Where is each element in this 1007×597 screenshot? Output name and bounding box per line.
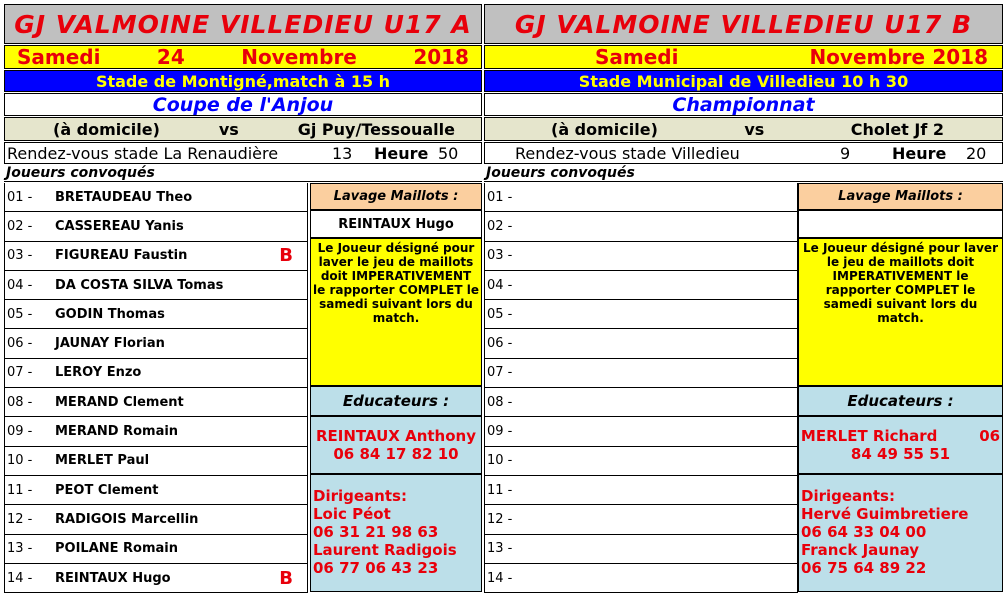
player-row [4, 271, 308, 300]
directors-line: Dirigeants: [313, 487, 407, 505]
vs-label: vs [744, 119, 765, 139]
player-name: LEROY Enzo [55, 365, 142, 381]
date-year: 2018 [413, 45, 469, 69]
educator-phone: 06 84 17 82 10 [333, 445, 459, 463]
player-name: REINTAUX Hugo [55, 570, 171, 586]
lavage-instructions: Le Joueur désigné pour laver le jeu de maillots doit IMPERATIVEMENT le rapporter COMPLET le samedi suivant lors du match. [798, 238, 1003, 386]
directors-contact [310, 474, 482, 592]
player-number: 10 - [7, 453, 33, 469]
directors-line: 06 31 21 98 63 [313, 523, 439, 541]
player-number: 10 - [487, 453, 513, 469]
player-number: 07 - [487, 365, 513, 381]
player-name: MERAND Romain [55, 424, 179, 440]
stadium-info: Stade Municipal de Villedieu 10 h 30 [484, 70, 1003, 92]
player-name: DA COSTA SILVA Tomas [55, 277, 224, 293]
player-row [484, 271, 798, 300]
player-number: 04 - [7, 277, 33, 293]
date-day: Samedi [17, 45, 101, 69]
educators-contact [310, 416, 482, 474]
rendezvous-heure-label: Heure [374, 143, 429, 163]
player-name: BRETAUDEAU Theo [55, 189, 193, 205]
player-number: 06 - [487, 336, 513, 352]
educators-title: Educateurs : [798, 386, 1003, 416]
team-sheet-a [4, 0, 482, 592]
date-month: Novembre [809, 45, 926, 69]
directors-line: Laurent Radigois [313, 541, 457, 559]
home-label: (à domicile) [53, 119, 160, 139]
home-label: (à domicile) [551, 119, 658, 139]
player-name: PEOT Clement [55, 482, 159, 498]
lavage-title: Lavage Maillots : [798, 183, 1003, 210]
educator-name: REINTAUX Anthony [315, 427, 476, 445]
match-opponent-row [484, 117, 1003, 141]
player-name: GODIN Thomas [55, 306, 165, 322]
player-name: CASSEREAU Yanis [55, 218, 184, 234]
directors-line: Franck Jaunay [801, 541, 920, 559]
player-row [4, 212, 308, 241]
competition-name: Championnat [484, 93, 1003, 116]
date-num: 24 [156, 45, 185, 69]
player-row [484, 476, 798, 505]
directors-line: Loic Péot [313, 505, 391, 523]
directors-line: 06 75 64 89 22 [801, 559, 927, 577]
player-row [4, 359, 308, 388]
player-b-mark: B [279, 567, 293, 589]
player-number: 13 - [487, 541, 513, 557]
player-name: JAUNAY Florian [55, 336, 165, 352]
player-name: RADIGOIS Marcellin [55, 511, 199, 527]
player-name: POILANE Romain [55, 541, 179, 557]
rendezvous-place: Rendez-vous stade La Renaudière [7, 143, 279, 163]
player-row [4, 535, 308, 564]
player-row [4, 242, 308, 271]
player-number: 03 - [487, 248, 513, 264]
educator-name: MERLET Richard 06 [800, 427, 1001, 445]
player-number: 14 - [7, 570, 33, 586]
players-header: Joueurs convoqués [4, 165, 482, 182]
rendezvous-row [4, 142, 482, 164]
educators-contact [798, 416, 1003, 474]
player-name: FIGUREAU Faustin [55, 248, 188, 264]
player-number: 01 - [487, 189, 513, 205]
player-number: 09 - [487, 424, 513, 440]
rendezvous-minutes: 50 [438, 143, 459, 163]
match-date [4, 45, 482, 69]
educators-title: Educateurs : [310, 386, 482, 416]
players-list [4, 183, 308, 593]
players-list [484, 183, 798, 593]
sheet-title: GJ VALMOINE VILLEDIEU U17 B [484, 4, 1003, 44]
player-number: 05 - [7, 306, 33, 322]
directors-line: 06 64 33 04 00 [801, 523, 927, 541]
match-date [484, 45, 1003, 69]
directors-line: Hervé Guimbretiere [801, 505, 969, 523]
rendezvous-place: Rendez-vous stade Villedieu [515, 143, 740, 163]
vs-label: vs [218, 119, 239, 139]
match-opponent-row [4, 117, 482, 141]
player-row [484, 535, 798, 564]
lavage-title: Lavage Maillots : [310, 183, 482, 210]
opponent-name: Cholet Jf 2 [850, 119, 944, 139]
player-row [484, 388, 798, 417]
rendezvous-hour: 13 [332, 143, 353, 163]
player-number: 08 - [487, 394, 513, 410]
player-row [484, 242, 798, 271]
rendezvous-row [484, 142, 1003, 164]
player-number: 02 - [7, 218, 33, 234]
opponent-name: Gj Puy/Tessoualle [297, 119, 455, 139]
date-year: 2018 [932, 45, 988, 69]
player-name: MERLET Paul [55, 453, 150, 469]
rendezvous-minutes: 20 [966, 143, 987, 163]
date-day: Samedi [595, 45, 679, 69]
player-b-mark: B [279, 245, 293, 267]
stadium-info: Stade de Montigné,match à 15 h [4, 70, 482, 92]
player-number: 12 - [487, 511, 513, 527]
player-name: MERAND Clement [55, 394, 184, 410]
player-row [4, 183, 308, 212]
lavage-player: REINTAUX Hugo [310, 210, 482, 238]
lavage-instructions: Le Joueur désigné pour laver le jeu de maillots doit IMPERATIVEMENT le rapporter COMPLET le samedi suivant lors du match. [310, 238, 482, 386]
team-sheet-b [484, 0, 1003, 592]
rendezvous-hour: 9 [840, 143, 851, 163]
player-row [4, 388, 308, 417]
player-row [484, 300, 798, 329]
player-number: 11 - [487, 482, 513, 498]
player-row [4, 447, 308, 476]
directors-line: 06 77 06 43 23 [313, 559, 439, 577]
directors-line: Dirigeants: [801, 487, 895, 505]
rendezvous-heure-label: Heure [892, 143, 947, 163]
competition-name: Coupe de l'Anjou [4, 93, 482, 116]
player-row [484, 417, 798, 446]
player-number: 11 - [7, 482, 33, 498]
player-number: 13 - [7, 541, 33, 557]
player-row [484, 329, 798, 358]
player-row [4, 564, 308, 593]
educator-phone: 84 49 55 51 [850, 445, 951, 463]
player-number: 09 - [7, 424, 33, 440]
player-row [484, 447, 798, 476]
directors-contact [798, 474, 1003, 592]
player-number: 05 - [487, 306, 513, 322]
player-number: 02 - [487, 218, 513, 234]
player-row [484, 212, 798, 241]
player-row [484, 505, 798, 534]
player-row [4, 505, 308, 534]
players-header: Joueurs convoqués [484, 165, 1003, 182]
player-number: 12 - [7, 511, 33, 527]
sheet-title: GJ VALMOINE VILLEDIEU U17 A [4, 4, 482, 44]
player-row [4, 329, 308, 358]
player-row [4, 300, 308, 329]
player-row [484, 183, 798, 212]
lavage-player [798, 210, 1003, 238]
player-row [4, 417, 308, 446]
player-row [484, 564, 798, 593]
player-number: 01 - [7, 189, 33, 205]
player-row [484, 359, 798, 388]
player-number: 07 - [7, 365, 33, 381]
player-number: 04 - [487, 277, 513, 293]
player-number: 06 - [7, 336, 33, 352]
date-month: Novembre [241, 45, 357, 69]
player-number: 03 - [7, 248, 33, 264]
player-number: 08 - [7, 394, 33, 410]
player-row [4, 476, 308, 505]
player-number: 14 - [487, 570, 513, 586]
